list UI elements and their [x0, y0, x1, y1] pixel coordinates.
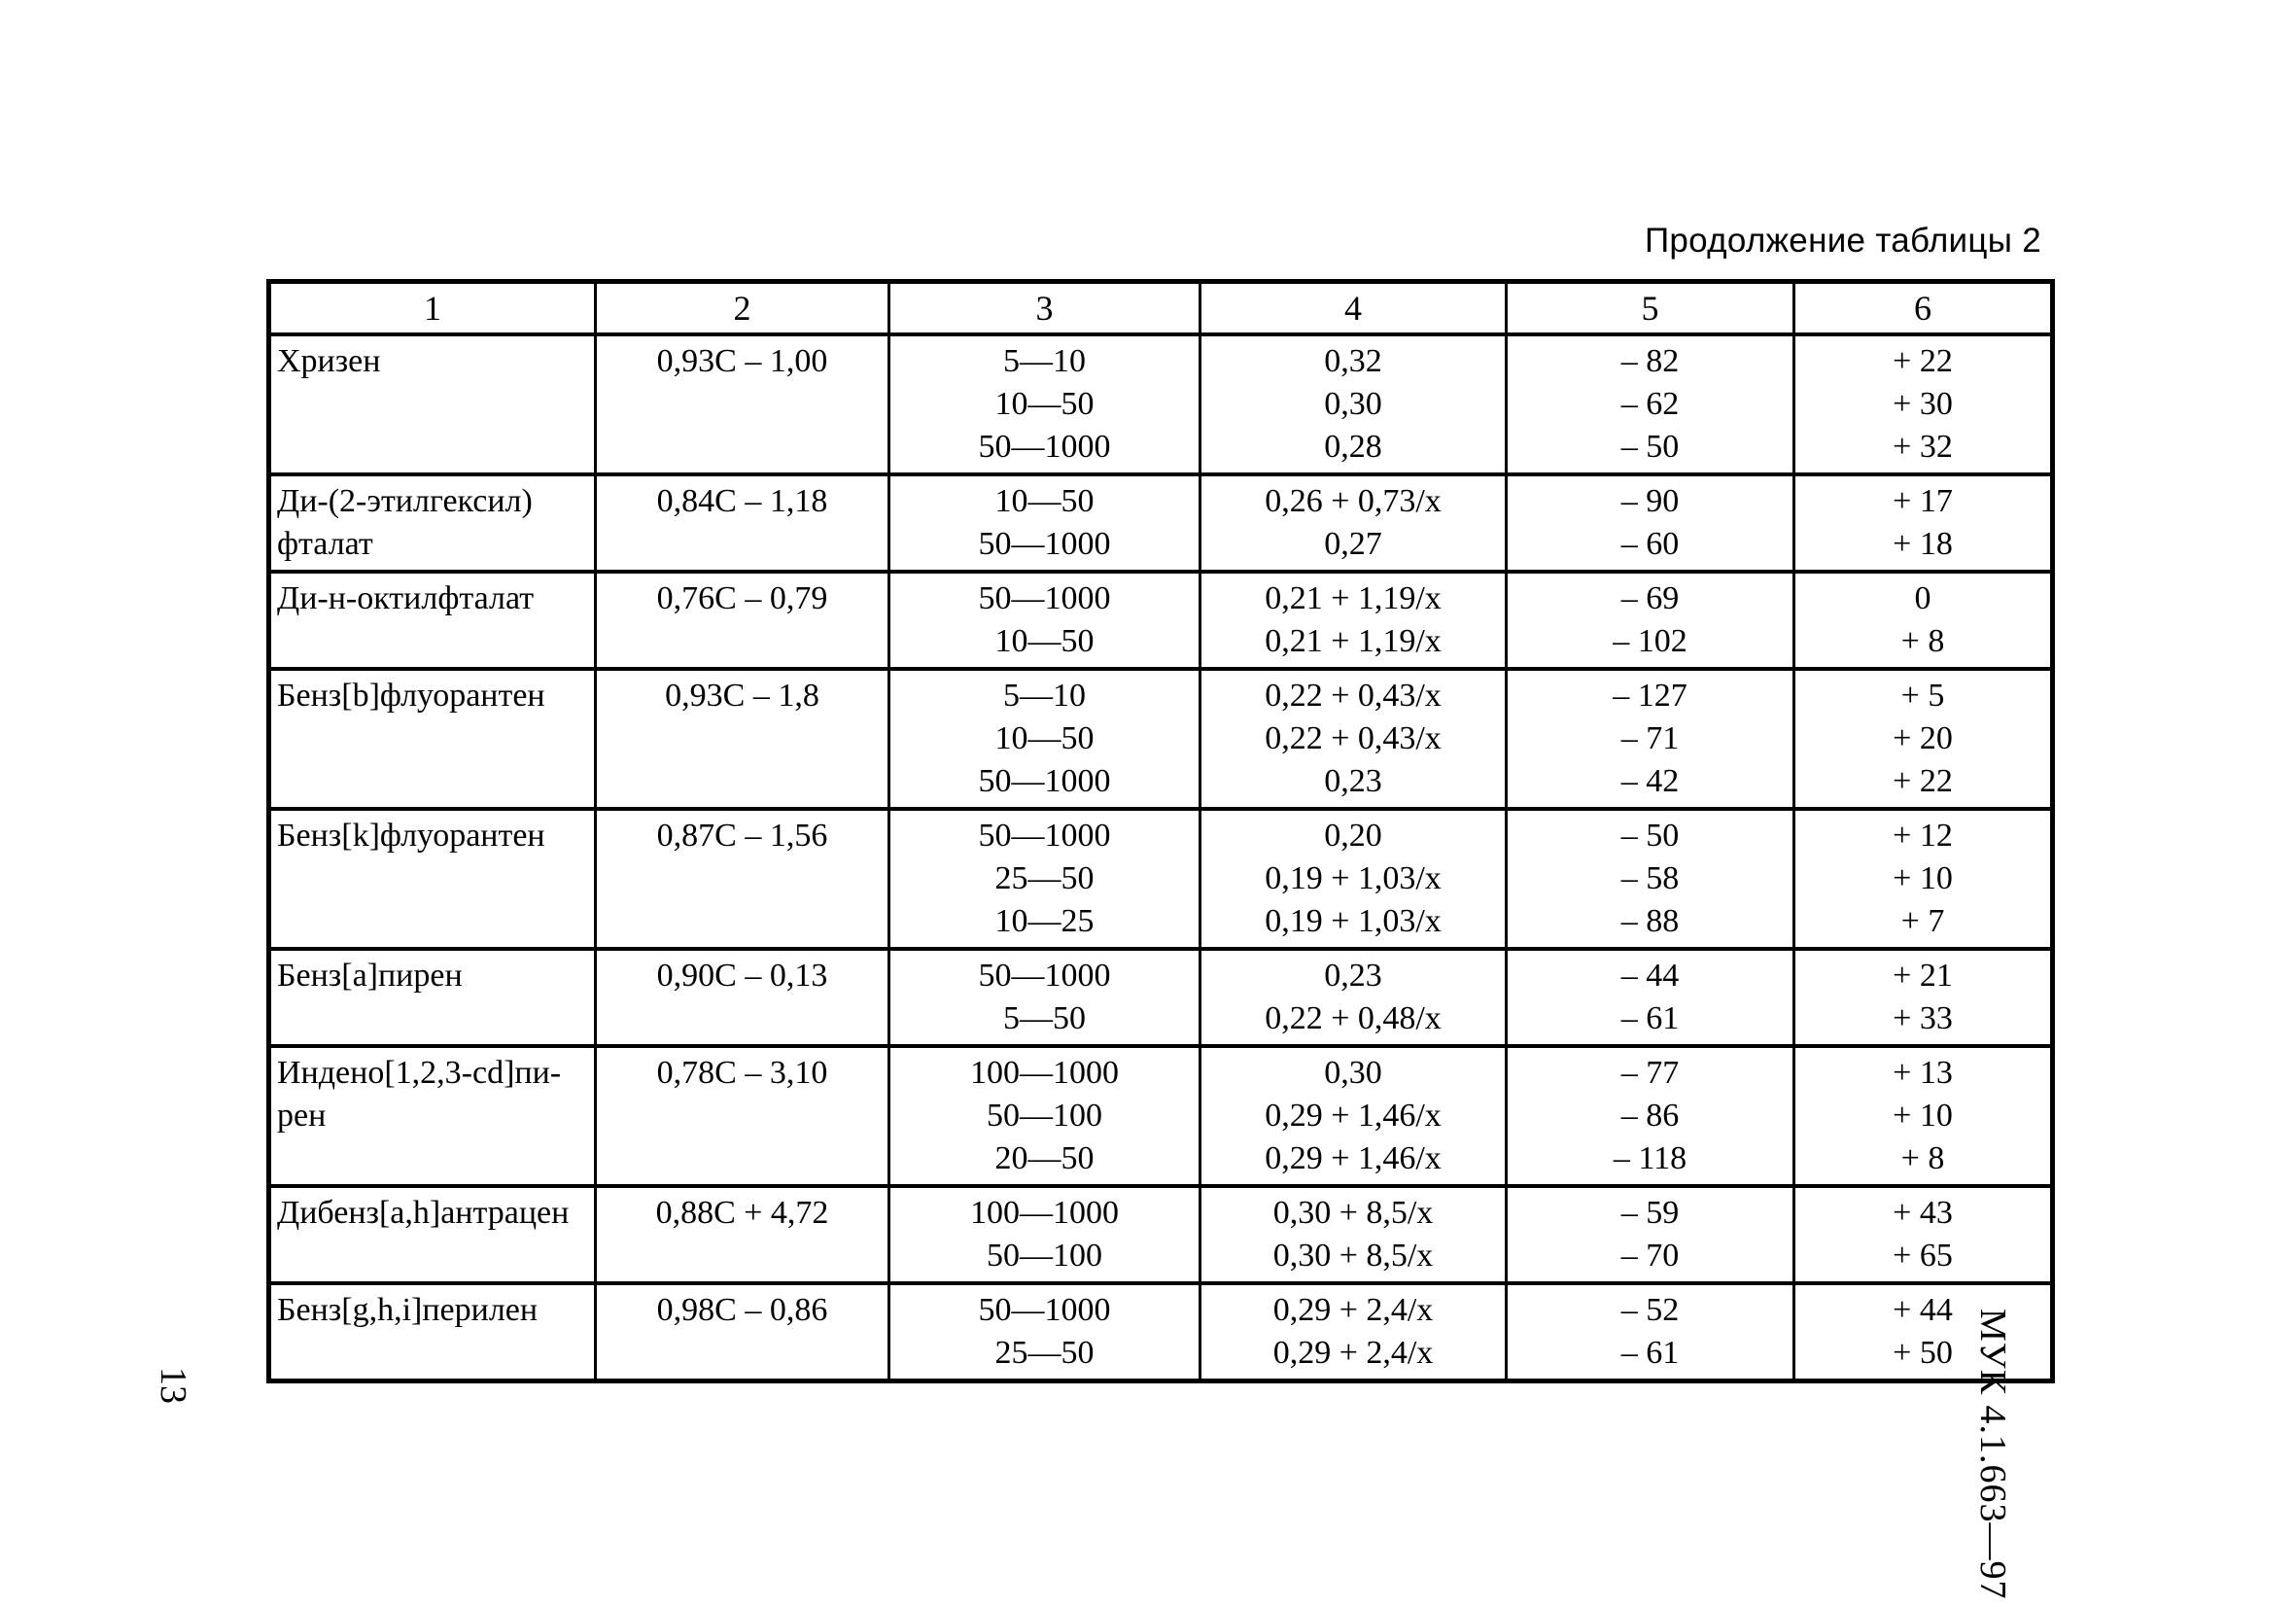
lower-bound: – 60 [1620, 526, 1680, 562]
concentration-range-cell [889, 334, 1200, 474]
compound-name-cell [269, 669, 596, 809]
compound-name: Бенз[a]пирен [277, 958, 463, 994]
upper-bound-cell [1794, 572, 2053, 669]
error-value: 0,30 + 8,5/x [1272, 1238, 1434, 1274]
error-value-cell [1200, 949, 1507, 1046]
upper-bound: + 32 [1893, 429, 1953, 465]
table-row [269, 1186, 2053, 1283]
error-value: 0,22 + 0,43/x [1265, 678, 1442, 714]
compound-name: Бенз[k]флуорантен [277, 818, 545, 854]
error-value-cell [1200, 1283, 1507, 1381]
regression-formula: 0,98C – 0,86 [656, 1292, 828, 1328]
upper-bound-cell [1794, 949, 2053, 1046]
concentration-range: 10—50 [994, 623, 1095, 659]
lower-bound: – 102 [1613, 623, 1687, 659]
regression-formula: 0,93C – 1,00 [656, 343, 828, 379]
lower-bound-cell [1507, 334, 1794, 474]
concentration-range: 100—1000 [970, 1055, 1119, 1091]
error-value: 0,32 [1324, 343, 1382, 379]
regression-formula: 0,84C – 1,18 [656, 483, 828, 519]
concentration-range: 5—50 [1003, 1000, 1086, 1036]
regression-formula-cell [596, 1046, 889, 1186]
lower-bound-cell [1507, 809, 1794, 949]
concentration-range: 50—100 [987, 1238, 1102, 1274]
upper-bound: + 8 [1900, 623, 1945, 659]
lower-bound: – 70 [1620, 1238, 1680, 1274]
lower-bound: – 86 [1620, 1098, 1680, 1134]
regression-formula: 0,78C – 3,10 [656, 1055, 828, 1091]
concentration-range: 25—50 [994, 860, 1095, 896]
error-value-cell [1200, 1186, 1507, 1283]
error-value: 0,21 + 1,19/x [1265, 580, 1442, 616]
upper-bound: + 44 [1893, 1292, 1953, 1328]
upper-bound: + 33 [1893, 1000, 1953, 1036]
error-value: 0,29 + 2,4/x [1272, 1292, 1434, 1328]
compound-name-cell [269, 1186, 596, 1283]
upper-bound-cell [1794, 474, 2053, 572]
table-row [269, 572, 2053, 669]
regression-formula: 0,76C – 0,79 [656, 580, 828, 616]
compound-name-cell [269, 334, 596, 474]
error-value-cell [1200, 474, 1507, 572]
upper-bound: + 50 [1893, 1335, 1953, 1371]
regression-formula-cell [596, 1283, 889, 1381]
compound-name: Ди-(2-этилгексил) [277, 483, 533, 519]
compound-name: рен [277, 1098, 327, 1134]
lower-bound-cell [1507, 1283, 1794, 1381]
concentration-range: 50—1000 [978, 429, 1111, 465]
concentration-range: 50—1000 [978, 1292, 1111, 1328]
concentration-range: 50—1000 [978, 580, 1111, 616]
concentration-range: 5—10 [1003, 678, 1086, 714]
error-value: 0,29 + 1,46/x [1265, 1140, 1442, 1176]
header-col-3: 3 [889, 282, 1200, 335]
error-value-cell [1200, 1046, 1507, 1186]
error-value: 0,21 + 1,19/x [1265, 623, 1442, 659]
concentration-range: 25—50 [994, 1335, 1095, 1371]
table-row [269, 809, 2053, 949]
lower-bound-cell [1507, 949, 1794, 1046]
error-value: 0,20 [1324, 818, 1382, 854]
error-value: 0,26 + 0,73/x [1265, 483, 1442, 519]
compound-name-cell [269, 949, 596, 1046]
compound-name: Ди-н-октилфталат [277, 580, 535, 616]
upper-bound-cell [1794, 1046, 2053, 1186]
lower-bound: – 61 [1620, 1335, 1680, 1371]
error-value: 0,29 + 1,46/x [1265, 1098, 1442, 1134]
concentration-range-cell [889, 669, 1200, 809]
table-row [269, 1283, 2053, 1381]
concentration-range: 5—10 [1003, 343, 1086, 379]
upper-bound: + 30 [1893, 386, 1953, 422]
lower-bound-cell [1507, 572, 1794, 669]
concentration-range: 50—1000 [978, 526, 1111, 562]
upper-bound: + 10 [1893, 1098, 1953, 1134]
concentration-range-cell [889, 572, 1200, 669]
concentration-range-cell [889, 949, 1200, 1046]
error-value: 0,27 [1324, 526, 1382, 562]
lower-bound: – 50 [1620, 818, 1680, 854]
upper-bound: + 22 [1893, 343, 1953, 379]
regression-formula: 0,93C – 1,8 [665, 678, 819, 714]
compound-name-cell [269, 809, 596, 949]
upper-bound: + 12 [1893, 818, 1953, 854]
table-row [269, 474, 2053, 572]
upper-bound-cell [1794, 809, 2053, 949]
concentration-range-cell [889, 809, 1200, 949]
upper-bound: + 8 [1900, 1140, 1945, 1176]
lower-bound: – 71 [1620, 720, 1680, 756]
concentration-range-cell [889, 1046, 1200, 1186]
concentration-range: 50—1000 [978, 958, 1111, 994]
header-row [269, 282, 2053, 335]
page-number: 13 [153, 1367, 193, 1404]
compound-name-cell [269, 1046, 596, 1186]
regression-formula-cell [596, 474, 889, 572]
lower-bound: – 59 [1620, 1195, 1680, 1231]
regression-formula-cell [596, 572, 889, 669]
compound-name: Индено[1,2,3-cd]пи- [277, 1055, 562, 1091]
compound-name: Дибенз[a,h]антрацен [277, 1195, 570, 1231]
error-value-cell [1200, 572, 1507, 669]
lower-bound-cell [1507, 474, 1794, 572]
error-value-cell [1200, 334, 1507, 474]
header-col-5: 5 [1507, 282, 1794, 335]
error-value: 0,19 + 1,03/x [1265, 903, 1442, 939]
upper-bound: + 22 [1893, 763, 1953, 799]
upper-bound: + 7 [1900, 903, 1945, 939]
error-value: 0,23 [1324, 763, 1382, 799]
header-col-4: 4 [1200, 282, 1507, 335]
compound-name: Бенз[g,h,i]перилен [277, 1292, 539, 1328]
error-value: 0,23 [1324, 958, 1382, 994]
regression-formula-cell [596, 1186, 889, 1283]
table-row [269, 669, 2053, 809]
concentration-range-cell [889, 474, 1200, 572]
compound-name: Бенз[b]флуорантен [277, 678, 545, 714]
regression-formula: 0,90C – 0,13 [656, 958, 828, 994]
lower-bound: – 118 [1613, 1140, 1687, 1176]
error-value: 0,19 + 1,03/x [1265, 860, 1442, 896]
error-value: 0,30 + 8,5/x [1272, 1195, 1434, 1231]
concentration-range: 50—1000 [978, 818, 1111, 854]
upper-bound: + 10 [1893, 860, 1953, 896]
compound-name-cell [269, 572, 596, 669]
compound-name: фталат [277, 526, 373, 562]
regression-formula-cell [596, 669, 889, 809]
upper-bound-cell [1794, 1186, 2053, 1283]
concentration-range: 10—50 [994, 386, 1095, 422]
concentration-range: 10—50 [994, 720, 1095, 756]
lower-bound: – 82 [1620, 343, 1680, 379]
header-col-1: 1 [269, 282, 596, 335]
concentration-range: 10—25 [994, 903, 1095, 939]
table-caption: Продолжение таблицы 2 [1644, 222, 2041, 260]
error-value: 0,28 [1324, 429, 1382, 465]
compound-name-cell [269, 474, 596, 572]
table-row [269, 949, 2053, 1046]
regression-formula-cell [596, 809, 889, 949]
lower-bound: – 52 [1620, 1292, 1680, 1328]
upper-bound: + 18 [1893, 526, 1953, 562]
lower-bound: – 88 [1620, 903, 1680, 939]
lower-bound-cell [1507, 1186, 1794, 1283]
upper-bound-cell [1794, 669, 2053, 809]
lower-bound: – 127 [1613, 678, 1687, 714]
upper-bound: + 43 [1893, 1195, 1953, 1231]
upper-bound: + 65 [1893, 1238, 1953, 1274]
table-row [269, 334, 2053, 474]
lower-bound: – 58 [1620, 860, 1680, 896]
error-value: 0,22 + 0,48/x [1265, 1000, 1442, 1036]
regression-formula: 0,88C + 4,72 [655, 1195, 829, 1231]
compound-name: Хризен [277, 343, 381, 379]
lower-bound-cell [1507, 1046, 1794, 1186]
upper-bound-cell [1794, 334, 2053, 474]
concentration-range: 50—100 [987, 1098, 1102, 1134]
lower-bound: – 90 [1620, 483, 1680, 519]
lower-bound: – 69 [1620, 580, 1680, 616]
concentration-range: 20—50 [994, 1140, 1095, 1176]
concentration-range: 10—50 [994, 483, 1095, 519]
table-row [269, 1046, 2053, 1186]
error-value: 0,29 + 2,4/x [1272, 1335, 1434, 1371]
header-col-6: 6 [1794, 282, 2053, 335]
error-value: 0,30 [1324, 386, 1382, 422]
compound-name-cell [269, 1283, 596, 1381]
upper-bound: + 5 [1900, 678, 1945, 714]
table-body [269, 334, 2053, 1381]
concentration-range: 50—1000 [978, 763, 1111, 799]
upper-bound: + 13 [1893, 1055, 1953, 1091]
lower-bound: – 62 [1620, 386, 1680, 422]
error-value-cell [1200, 669, 1507, 809]
lower-bound-cell [1507, 669, 1794, 809]
document-code: МУК 4.1.663—97 [1972, 1309, 2013, 1600]
lower-bound: – 44 [1620, 958, 1680, 994]
upper-bound: + 20 [1893, 720, 1953, 756]
regression-formula: 0,87C – 1,56 [656, 818, 828, 854]
upper-bound: 0 [1914, 580, 1931, 616]
concentration-range-cell [889, 1186, 1200, 1283]
error-value: 0,30 [1324, 1055, 1382, 1091]
lower-bound: – 77 [1620, 1055, 1680, 1091]
concentration-range: 100—1000 [970, 1195, 1119, 1231]
regression-formula-cell [596, 334, 889, 474]
lower-bound: – 50 [1620, 429, 1680, 465]
error-value-cell [1200, 809, 1507, 949]
lower-bound: – 42 [1620, 763, 1680, 799]
upper-bound: + 17 [1893, 483, 1953, 519]
header-col-2: 2 [596, 282, 889, 335]
concentration-range-cell [889, 1283, 1200, 1381]
upper-bound: + 21 [1893, 958, 1953, 994]
regression-formula-cell [596, 949, 889, 1046]
lower-bound: – 61 [1620, 1000, 1680, 1036]
data-table [266, 279, 2055, 1383]
error-value: 0,22 + 0,43/x [1265, 720, 1442, 756]
